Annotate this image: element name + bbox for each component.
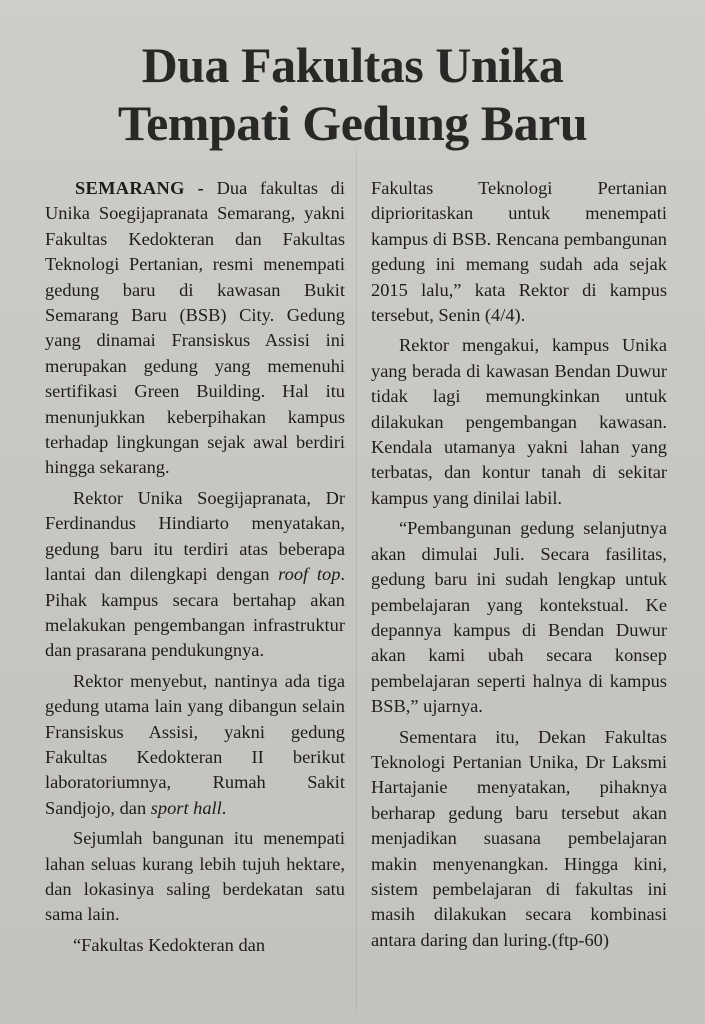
headline-line-2: Tempati Gedung Baru	[117, 95, 588, 151]
paragraph-intro	[45, 176, 345, 481]
paragraph-text: Rektor Unika Soegijapranata, Dr Ferdinandus Hindiarto menyatakan, gedung baru itu terdiri atas beberapa lantai dan dilengkapi dengan	[45, 487, 345, 585]
paragraph-text: Rektor menyebut, nantinya ada tiga gedung utama lain yang dibangun selain Fransiskus Assisi, yakni gedung Fakultas Kedokteran II berikut laboratoriumnya, Rumah Sakit Sandjojo, dan	[45, 670, 345, 818]
left-column	[45, 176, 345, 963]
column-gutter	[356, 150, 357, 1010]
paragraph-quote-start: “Fakultas Kedokteran dan	[73, 934, 266, 955]
headline-line-1: Dua Fakultas Unika	[141, 37, 564, 93]
italic-term: sport hall	[150, 797, 222, 818]
italic-term: roof top	[278, 564, 341, 585]
paragraph-construction-plan: “Pembangunan gedung selanjutnya akan dimulai Juli. Secara fasilitas, gedung baru ini sudah lengkap untuk pembelajaran yang kontekstual. Ke depannya kampus di Bendan Duwur akan kami ubah secara konsep pembelajaran seperti halnya di kampus BSB,” ujarnya.	[371, 518, 667, 717]
paragraph-rector-statement	[45, 486, 345, 664]
paragraph-text: . Pihak kampus secara bertahap akan melakukan pengembangan infrastruktur dan prasarana pendukungnya.	[45, 564, 345, 661]
intro-text: Dua fakultas di Unika Soegijapranata Semarang, yakni Fakultas Kedokteran dan Fakultas Teknologi Pertanian, resmi menempati gedung baru di kawasan Bukit Semarang Baru (BSB) City. Gedung yang dinamai Fransiskus Assisi ini merupakan gedung yang memenuhi sertifikasi Green Building. Hal itu menunjukkan keberpihakan kampus terhadap lingkungan sejak awal berdiri hingga sekarang.	[45, 178, 345, 478]
paragraph-other-buildings	[45, 669, 345, 821]
right-column	[371, 176, 667, 958]
paragraph-dean-statement: Sementara itu, Dekan Fakultas Teknologi Pertanian Unika, Dr Laksmi Hartajanie menyatakan, pihaknya berharap gedung baru tersebut akan menjadikan suasana pembelajaran makin menyenangkan. Hingga kini, sistem pembelajaran di fakultas ini masih dilakukan secara kombinasi antara daring dan luring.(ftp-60)	[371, 726, 667, 950]
headline	[0, 36, 705, 152]
paragraph-land-area: Sejumlah bangunan itu menempati lahan seluas kurang lebih tujuh hektare, dan lokasinya saling berdekatan satu sama lain.	[45, 828, 345, 925]
dateline: SEMARANG -	[75, 178, 205, 198]
paragraph-text: .	[221, 797, 227, 818]
paragraph-campus-constraints: Rektor mengakui, kampus Unika yang berada di kawasan Bendan Duwur tidak lagi memungkinkan untuk dilakukan pengembangan kawasan. Kendala utamanya yakni lahan yang terbatas, dan kontur tanah di sekitar kampus yang dinilai labil.	[371, 335, 667, 508]
paragraph-continuation: Fakultas Teknologi Pertanian diprioritaskan untuk menempati kampus di BSB. Rencana pembangunan gedung ini memang sudah ada sejak 2015 lalu,” kata Rektor di kampus tersebut, Senin (4/4).	[371, 178, 667, 326]
